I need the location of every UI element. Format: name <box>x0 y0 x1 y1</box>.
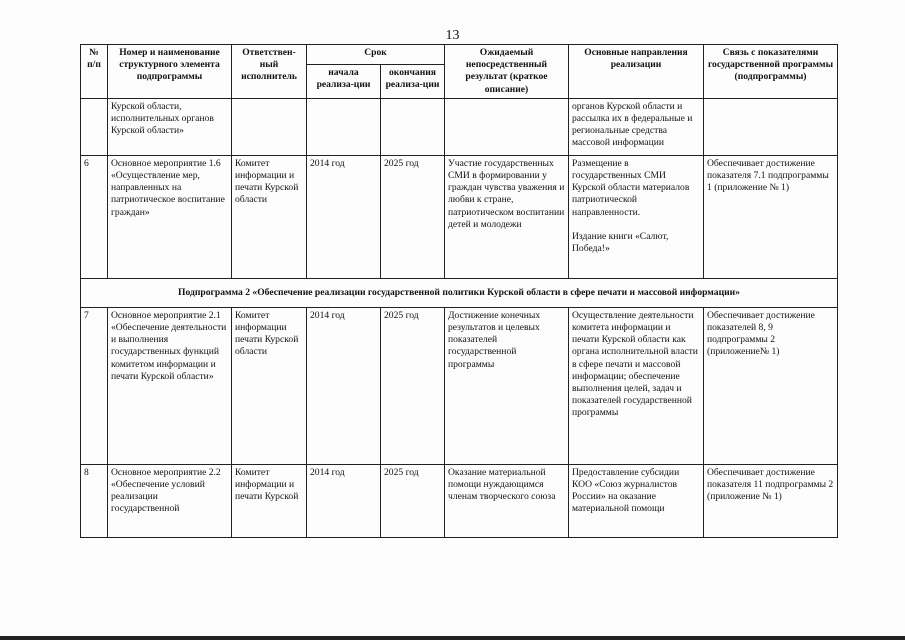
directions-paragraph: Размещение в государственных СМИ Курской области материалов патриотической направленности. <box>572 157 690 218</box>
directions-paragraph: Издание книги «Салют, Победа!» <box>572 230 669 255</box>
table-row <box>81 155 838 278</box>
table-row <box>81 307 838 464</box>
header-term: Срок <box>307 45 445 65</box>
cell-result: Достижение конечных результатов и целевых показателей государственной программы <box>445 307 569 464</box>
cell-directions: Предоставление субсидии КОО «Союз журналистов России» на оказание материальной помощи <box>569 464 704 537</box>
section-row <box>81 278 838 307</box>
header-num: № п/п <box>81 45 108 99</box>
cell-end: 2025 год <box>381 464 445 537</box>
cell-num: 7 <box>81 307 108 464</box>
header-directions: Основные направления реализации <box>569 45 704 99</box>
measures-table <box>80 44 838 538</box>
cell-responsible: Комитет информации и печати Курской области <box>232 155 307 278</box>
cell-responsible: Комитет информации печати Курской области <box>232 307 307 464</box>
cell-result: Оказание материальной помощи нуждающимся членам творческого союза <box>445 464 569 537</box>
cell-end: 2025 год <box>381 307 445 464</box>
cell-name: Основное мероприятие 2.2 «Обеспечение условий реализации государственной <box>108 464 232 537</box>
cell-end <box>381 98 445 155</box>
cell-name: Курской области, исполнительных органов Курской области» <box>108 98 232 155</box>
table-row-continuation <box>81 98 838 155</box>
cell-directions: органов Курской области и рассылка их в федеральные и региональные средства массовой информации <box>569 98 704 155</box>
cell-link: Обеспечивает достижение показателей 8, 9 подпрограммы 2 (приложение№ 1) <box>704 307 838 464</box>
cell-result: Участие государственных СМИ в формировании у граждан чувства уважения и любви к стране, патриотическом воспитании детей и молодежи <box>445 155 569 278</box>
cell-start <box>307 98 381 155</box>
cell-end: 2025 год <box>381 155 445 278</box>
header-term-end: окончания реализа-ции <box>381 64 445 98</box>
cell-start: 2014 год <box>307 155 381 278</box>
cell-directions <box>569 155 704 278</box>
cell-name: Основное мероприятие 2.1 «Обеспечение деятельности и выполнения государственных функций комитетом информации и печати Курской области» <box>108 307 232 464</box>
cell-link <box>704 98 838 155</box>
cell-num: 6 <box>81 155 108 278</box>
cell-directions: Осуществление деятельности комитета информации и печати Курской области как органа исполнительной власти в сфере печати и массовой информации; обеспечение выполнения целей, задач и показателей государственной программы <box>569 307 704 464</box>
table-row <box>81 464 838 537</box>
cell-result <box>445 98 569 155</box>
header-row <box>81 45 838 65</box>
header-link: Связь с показателями государственной программы (подпрограммы) <box>704 45 838 99</box>
cell-start: 2014 год <box>307 464 381 537</box>
cell-num <box>81 98 108 155</box>
scan-edge <box>0 636 905 640</box>
cell-num: 8 <box>81 464 108 537</box>
header-name: Номер и наименование структурного элемента подпрограммы <box>108 45 232 99</box>
cell-start: 2014 год <box>307 307 381 464</box>
cell-link: Обеспечивает достижение показателя 7.1 подпрограммы 1 (приложение № 1) <box>704 155 838 278</box>
cell-name: Основное мероприятие 1.6 «Осуществление мер, направленных на патриотическое воспитание граждан» <box>108 155 232 278</box>
cell-link: Обеспечивает достижение показателя 11 подпрограммы 2 (приложение № 1) <box>704 464 838 537</box>
cell-responsible: Комитет информации и печати Курской <box>232 464 307 537</box>
header-result: Ожидаемый непосредственный результат (краткое описание) <box>445 45 569 99</box>
header-term-start: начала реализа-ции <box>307 64 381 98</box>
page-number: 13 <box>445 28 460 43</box>
cell-responsible <box>232 98 307 155</box>
header-responsible: Ответствен-ный исполнитель <box>232 45 307 99</box>
section-title: Подпрограмма 2 «Обеспечение реализации государственной политики Курской области в сфере печати и массовой информации» <box>81 278 838 307</box>
